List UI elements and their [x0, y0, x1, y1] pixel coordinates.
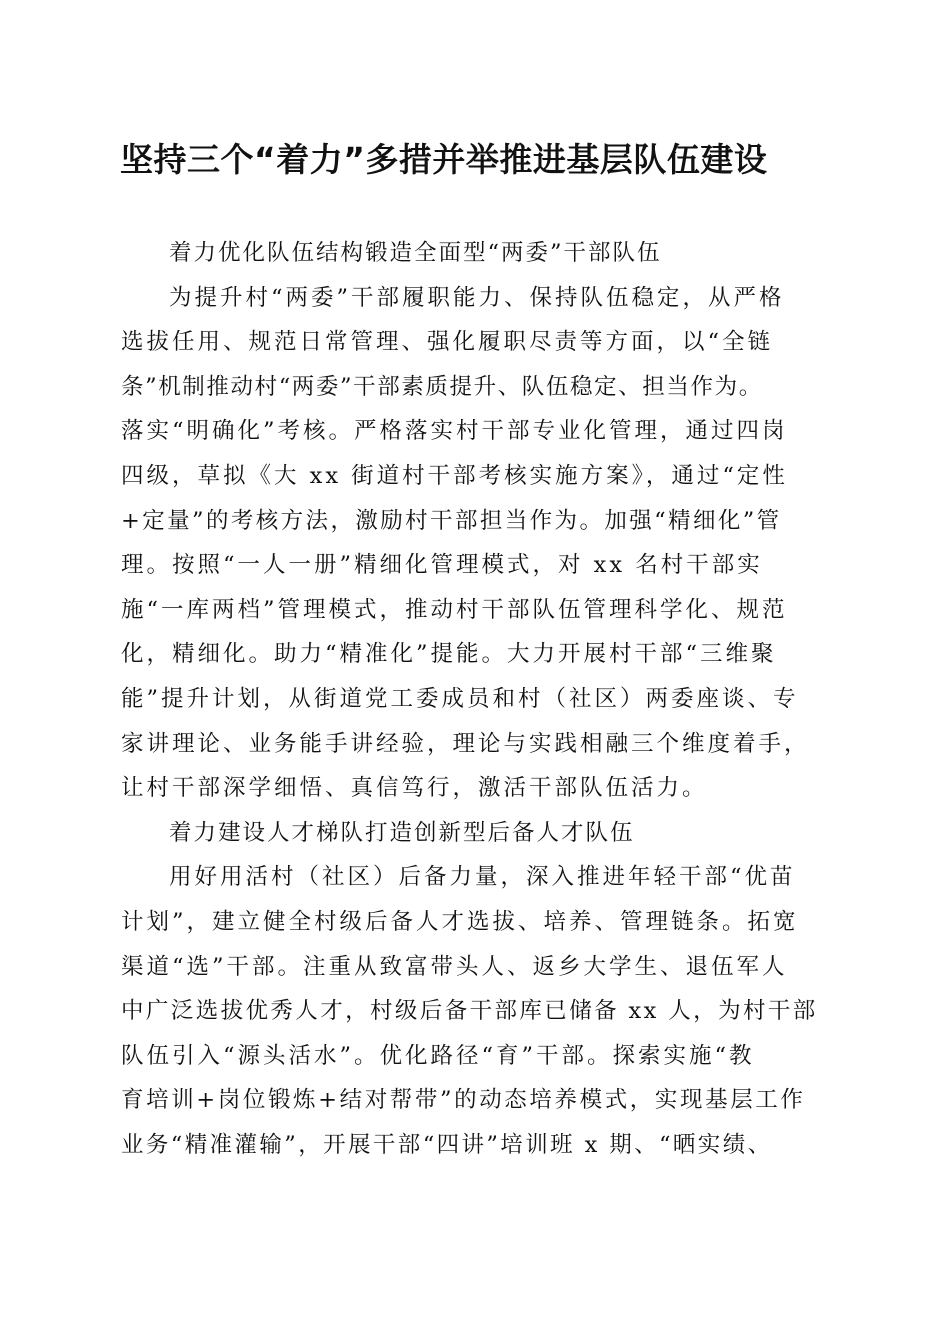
paragraph-line: 为提升村“两委”干部履职能力、保持队伍稳定，从严格: [169, 284, 785, 311]
paragraph-line: 渠道“选”干部。注重从致富带头人、返乡大学生、退伍军人: [121, 953, 788, 980]
paragraph-line: 队伍引入“源头活水”。优化路径“育”干部。探索实施“教: [121, 1042, 755, 1069]
paragraph-line: 计划”，建立健全村级后备人才选拔、培养、管理链条。拓宽: [121, 908, 799, 935]
paragraph-line: 施“一库两档”管理模式，推动村干部队伍管理科学化、规范: [121, 596, 788, 623]
document-body: [121, 231, 833, 1167]
section-heading: 着力建设人才梯队打造创新型后备人才队伍: [169, 819, 635, 846]
paragraph-line: 中广泛选拔优秀人才，村级后备干部库已储备 xx 人，为村干部: [121, 998, 818, 1025]
paragraph-line: 四级，草拟《大 xx 街道村干部考核实施方案》，通过“定性: [121, 462, 788, 489]
paragraph-line: 让村干部深学细悟、真信笃行，激活干部队伍活力。: [121, 775, 708, 802]
paragraph-line: 选拔任用、规范日常管理、强化履职尽责等方面，以“全链: [121, 329, 774, 356]
paragraph-line: 条”机制推动村“两委”干部素质提升、队伍稳定、担当作为。: [121, 373, 763, 400]
paragraph-line: 理。按照“一人一册”精细化管理模式，对 xx 名村干部实: [121, 552, 763, 579]
document-title: 坚持三个“着力”多措并举推进基层队伍建设: [120, 140, 768, 179]
paragraph-line: 用好用活村（社区）后备力量，深入推进年轻干部“优苗: [169, 864, 796, 891]
section-heading: 着力优化队伍结构锻造全面型“两委”干部队伍: [169, 240, 662, 266]
paragraph-line: 落实“明确化”考核。严格落实村干部专业化管理，通过四岗: [121, 418, 788, 445]
paragraph-line: 化，精细化。助力“精准化”提能。大力开展村干部“三维聚: [121, 641, 777, 668]
paragraph-line: 育培训+岗位锻炼+结对帮带”的动态培养模式，实现基层工作: [121, 1087, 806, 1114]
paragraph-line: 家讲理论、业务能手讲经验，理论与实践相融三个维度着手，: [121, 730, 810, 757]
paragraph-line: 能”提升计划，从街道党工委成员和村（社区）两委座谈、专: [121, 685, 799, 712]
paragraph-line: +定量”的考核方法，激励村干部担当作为。加强“精细化”管: [121, 507, 782, 534]
paragraph-line: 业务“精准灌输”，开展干部“四讲”培训班 x 期、“晒实绩、: [121, 1131, 773, 1158]
